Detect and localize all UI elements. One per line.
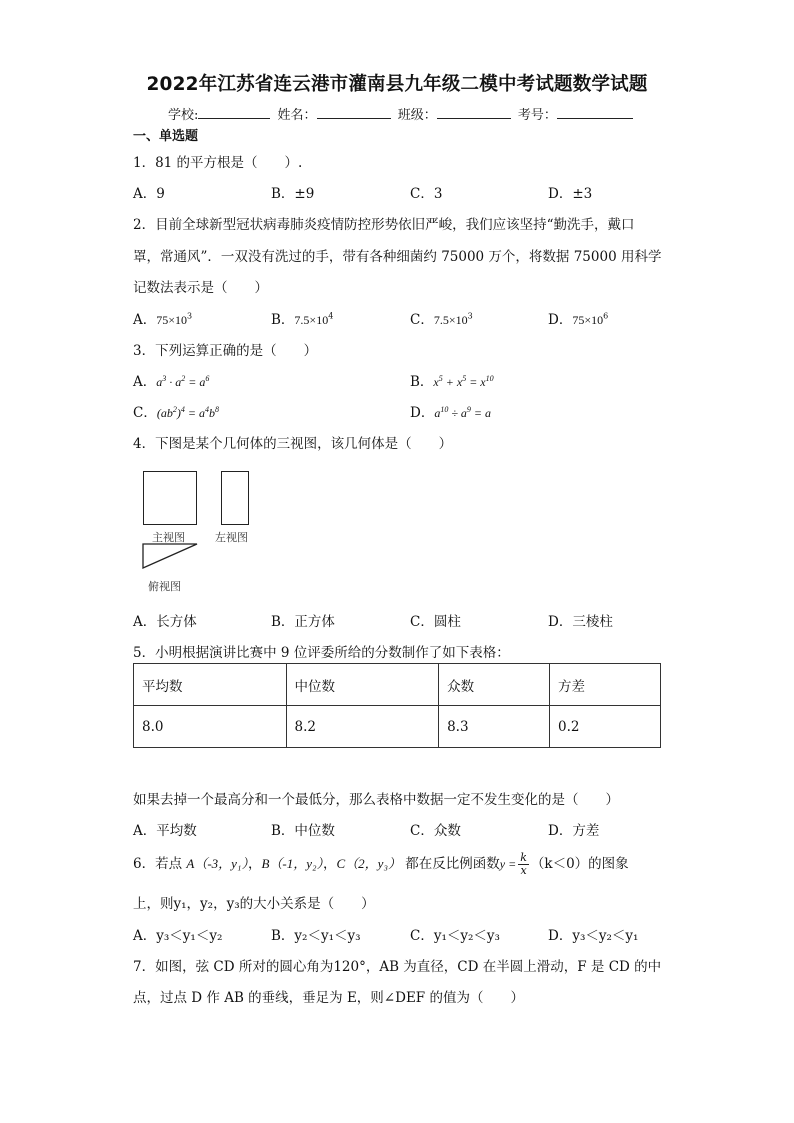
q5-option-c[interactable]: C．众数	[410, 823, 461, 839]
q2-option-c[interactable]	[410, 308, 473, 328]
q6-line-2: 上，则y₁，y₂，y₃的大小关系是（ ）	[133, 896, 375, 912]
q2-option-a-exp: 3	[187, 311, 193, 321]
q4-option-d[interactable]: D．三棱柱	[548, 614, 613, 630]
q6-mid: 都在反比例函数	[405, 856, 500, 872]
q3-option-b[interactable]	[410, 370, 494, 390]
table-header-cell: 众数	[439, 664, 550, 706]
q4-option-c[interactable]: C．圆柱	[410, 614, 461, 630]
name-blank[interactable]	[317, 105, 391, 119]
school-label: 学校:	[168, 108, 199, 123]
q3-option-a-prefix: A．	[133, 374, 157, 390]
q2-line-1: 2．目前全球新型冠状病毒肺炎疫情防控形势依旧严峻，我们应该坚持“勤洗手，戴口	[133, 217, 635, 233]
q3-option-c-prefix: C．	[133, 405, 157, 421]
q6-condition: （k＜0）的图象	[530, 856, 629, 872]
table-header-row	[134, 664, 661, 706]
q2-option-a[interactable]	[133, 308, 192, 328]
q5-option-a[interactable]: A．平均数	[133, 823, 197, 839]
q3-option-d-expr: $a^{10} \div a^9 = a$	[434, 405, 492, 420]
table-cell: 8.0	[134, 706, 287, 748]
q5-option-d[interactable]: D．方差	[548, 823, 600, 839]
q7-line-1: 7．如图，弦 CD 所对的圆心角为120°，AB 为直径，CD 在半圆上滑动，F 是 CD 的中	[133, 959, 662, 975]
q2-option-a-base: 75×10	[156, 313, 188, 327]
q1-option-b[interactable]: B．±9	[271, 186, 315, 202]
q5-follow-up: 如果去掉一个最高分和一个最低分，那么表格中数据一定不发生变化的是（ ）	[133, 792, 619, 808]
q3-option-d[interactable]	[410, 401, 491, 421]
q1-option-c[interactable]: C．3	[410, 186, 443, 202]
left-view-label: 左视图	[215, 531, 248, 544]
score-stats-table	[133, 663, 661, 748]
exam-title: 2022年江苏省连云港市灌南县九年级二模中考试题数学试题	[146, 74, 648, 95]
name-label: 姓名：	[277, 108, 317, 123]
q2-option-b[interactable]	[271, 308, 333, 328]
three-view-figure	[138, 463, 268, 593]
table-row	[134, 706, 661, 748]
q6-point-b: B（-1，y₂）	[261, 856, 324, 871]
q1-option-a[interactable]: A．9	[133, 186, 165, 202]
table-header-cell: 平均数	[134, 664, 287, 706]
q6-fraction-den: x	[520, 864, 527, 877]
q2-option-c-exp: 3	[467, 311, 473, 321]
q1-stem: 1．81 的平方根是（ ）.	[133, 155, 303, 171]
q5-stem: 5．小明根据演讲比赛中 9 位评委所给的分数制作了如下表格：	[133, 645, 510, 661]
q3-option-b-prefix: B．	[410, 374, 434, 390]
q2-option-c-base: 7.5×10	[433, 313, 468, 327]
q6-line-1: 6．若点 A（-3，y₁），B（-1，y₂），C（2，y₃） 都在反比例函数y = $\frac{k}{x}$ （k＜0）的图象	[133, 851, 629, 877]
q2-option-d-exp: 6	[603, 311, 609, 321]
q4-option-b[interactable]: B．正方体	[271, 614, 335, 630]
class-label: 班级：	[397, 108, 437, 123]
q2-option-d-base: 75×10	[572, 313, 604, 327]
q3-option-a[interactable]	[133, 370, 209, 390]
q6-option-d[interactable]: D．y₃＜y₂＜y₁	[548, 928, 639, 944]
q3-option-c[interactable]	[133, 401, 219, 421]
class-blank[interactable]	[437, 105, 511, 119]
left-view-rectangle	[221, 471, 249, 525]
q6-option-c[interactable]: C．y₁＜y₂＜y₃	[410, 928, 500, 944]
top-view-triangle	[142, 543, 198, 569]
q2-option-b-exp: 4	[328, 311, 334, 321]
section-heading: 一、单选题	[133, 129, 199, 144]
q3-option-b-expr: $x^5 + x^5 = x^{10}$	[433, 374, 494, 389]
q2-option-c-prefix: C．	[410, 312, 434, 328]
q4-option-a[interactable]: A．长方体	[133, 614, 197, 630]
q6-fraction-num: k	[520, 851, 527, 864]
table-header-cell: 中位数	[286, 664, 439, 706]
q2-line-3: 记数法表示是（ ）	[133, 280, 268, 296]
q6-func-lhs: y =	[499, 857, 517, 871]
q2-option-d-prefix: D．	[548, 312, 573, 328]
table-cell: 8.3	[439, 706, 550, 748]
q6-point-c: C（2，y₃）	[336, 856, 401, 871]
q3-option-a-expr: $a^3 \cdot a^2 = a^6$	[156, 374, 210, 389]
table-header-cell: 方差	[550, 664, 661, 706]
q6-option-b[interactable]: B．y₂＜y₁＜y₃	[271, 928, 361, 944]
number-label: 考号：	[517, 108, 557, 123]
q7-line-2: 点，过点 D 作 AB 的垂线，垂足为 E，则∠DEF 的值为（ ）	[133, 990, 524, 1006]
q6-fraction	[518, 852, 529, 877]
q5-option-b[interactable]: B．中位数	[271, 823, 335, 839]
table-cell: 0.2	[550, 706, 661, 748]
student-info-line	[168, 104, 636, 123]
q2-option-b-prefix: B．	[271, 312, 295, 328]
q6-point-a: A（-3，y₁）	[186, 856, 248, 871]
number-blank[interactable]	[557, 105, 633, 119]
q2-option-a-prefix: A．	[133, 312, 157, 328]
q3-option-c-expr: $(ab^2)^4 = a^4b^8$	[156, 405, 219, 420]
q2-option-d[interactable]	[548, 308, 608, 328]
table-cell: 8.2	[286, 706, 439, 748]
front-view-label: 主视图	[152, 531, 185, 544]
q6-option-a[interactable]: A．y₃＜y₁＜y₂	[133, 928, 223, 944]
q3-stem: 3．下列运算正确的是（ ）	[133, 343, 318, 359]
q1-option-d[interactable]: D．±3	[548, 186, 593, 202]
q4-stem: 4．下图是某个几何体的三视图，该几何体是（ ）	[133, 436, 453, 452]
top-view-label: 俯视图	[148, 580, 181, 593]
school-blank[interactable]	[198, 105, 270, 119]
q6-prefix: 6．若点	[133, 856, 183, 872]
q2-option-b-base: 7.5×10	[294, 313, 329, 327]
q3-option-d-prefix: D．	[410, 405, 435, 421]
q2-line-2: 罩，常通风”．一双没有洗过的手，带有各种细菌约 75000 万个，将数据 75000 用科学	[133, 249, 662, 265]
front-view-square	[143, 471, 197, 525]
